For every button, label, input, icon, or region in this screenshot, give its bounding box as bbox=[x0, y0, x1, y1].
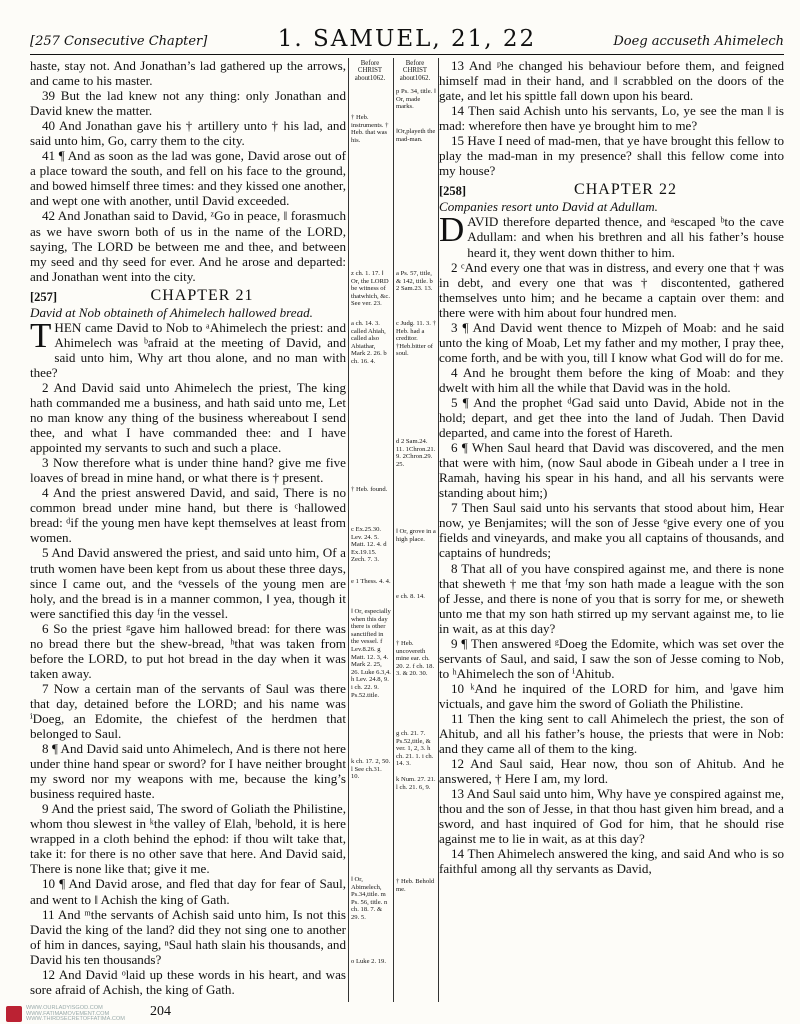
verse: 3 Now therefore what is under thine hand? give me five loaves of bread in mine hand, or what there is † present. bbox=[30, 455, 346, 486]
verse: 11 And ᵐthe servants of Achish said unto him, Is not this David the king of the land? did they not sing one to another of him in dances, saying, ⁿSaul hath slain his thousands, and David his ten thousands? bbox=[30, 906, 346, 967]
verse: 11 Then the king sent to call Ahimelech the priest, the son of Ahitub, and all his father’s house, the priests that were in Nob: and they came all of them to the king. bbox=[439, 710, 784, 757]
chapter-first-verse bbox=[439, 210, 784, 260]
chapter-number: [257] bbox=[30, 289, 58, 304]
margin-note: c Judg. 11. 3. † Heb. had a creditor. †Heb.bitter of soul. bbox=[396, 320, 436, 358]
verse: 6 So the priest ᵍgave him hallowed bread: for there was no bread there but the shew-bread, ʰthat was taken from before the LORD, to put hot bread in the day when it was taken away. bbox=[30, 620, 346, 681]
chapter-summary: Companies resort unto David at Adullam. bbox=[439, 199, 658, 215]
left-column bbox=[30, 58, 346, 1002]
verse: 12 And David ᵒlaid up these words in his heart, and was sore afraid of Achish, the king of Gath. bbox=[30, 966, 346, 997]
verse: 8 ¶ And David said unto Ahimelech, And is there not here under thine hand spear or sword? for I have neither brought my sword nor my weapons with me, because the king’s business required haste. bbox=[30, 741, 346, 802]
margin-note: † Heb. uncovereth mine ear. ch. 20. 2. f ch. 18. 3. & 20. 30. bbox=[396, 640, 435, 678]
verse: 3 ¶ And David went thence to Mizpeh of Moab: and he said unto the king of Moab, Let my father and my mother, I pray thee, come forth, and be with you, till I know what God will do for me. bbox=[439, 319, 784, 365]
margin-note: c Ex.25.30. Lev. 24. 5. Matt. 12. 4. d Ex.19.15. Zech. 7. 3. bbox=[351, 526, 387, 564]
margin-note: k Num. 27. 21. l ch. 21. 6, 9. bbox=[396, 776, 436, 791]
margin-note: d 2 Sam.24. 11. 1Chron.21. 9. 2Chron.29. 25. bbox=[396, 438, 436, 468]
header-chapter-count: [257 Consecutive Chapter] bbox=[30, 34, 208, 49]
margin-note: ‖ Or, Abimelech, Ps.34,title. m Ps. 56, title. n ch. 18. 7. & 29. 5. bbox=[351, 876, 388, 921]
verse: 10 ¶ And David arose, and fled that day for fear of Saul, and went to ‖ Achish the king of Gath. bbox=[30, 876, 346, 907]
margin-note: e ch. 8. 14. bbox=[396, 593, 425, 600]
margin-note: † Heb. instruments. † Heb. that was his. bbox=[351, 114, 389, 144]
margin-note: o Luke 2. 19. bbox=[351, 958, 386, 965]
date-heading: Before CHRIST about1062. bbox=[399, 60, 431, 82]
margin-note: z ch. 1. 17. ‖ Or, the LORD be witness of thatwhich, &c. See ver. 23. bbox=[351, 270, 391, 308]
margin-note: k ch. 17. 2, 50. l See ch.31. 10. bbox=[351, 758, 391, 781]
verse: 5 And David answered the priest, and said unto him, Of a truth women have been kept from us about these three days, since I came out, and the ᵉvessels of the young men are holy, and the bread is in a manner common, ‖ yea, though it were sanctified this day ᶠin the vessel. bbox=[30, 545, 346, 621]
drop-cap: T bbox=[30, 315, 52, 355]
drop-cap: D bbox=[439, 210, 465, 250]
verse: 42 And Jonathan said to David, ᶻGo in peace, ‖ forasmuch as we have sworn both of us in the name of the LORD, saying, The LORD be between me and thee, and between my seed and thy seed for ever. And he arose and departed: and Jonathan went into the city. bbox=[30, 208, 346, 284]
margin-note: ‖ Or, especially when this day there is other sanctified in the vessel. f Lev.8.26. g Matt. 12. 3, 4. Mark 2. 25, 26. Luke 6.3,4. h Lev. 24.8, 9. i ch. 22. 9. Ps.52.title. bbox=[351, 608, 391, 699]
chapter-number: [258] bbox=[439, 184, 467, 199]
chapter-title: CHAPTER 21 bbox=[150, 286, 254, 304]
verse: 39 But the lad knew not any thing: only Jonathan and David knew the matter. bbox=[30, 88, 346, 119]
verse: 2 ᶜAnd every one that was in distress, and every one that † was in debt, and every one that was † discontented, gathered themselves unto him; and he became a captain over them: and there were with him about four hundred men. bbox=[439, 259, 784, 320]
margin-note: ‖ Or, grove in a high place. bbox=[396, 528, 436, 543]
footer-url[interactable]: WWW.FATIMAMOVEMENT.COM bbox=[26, 1010, 110, 1017]
margin-note: e 1 Thess. 4. 4. bbox=[351, 578, 391, 585]
verse: 6 ¶ When Saul heard that David was discovered, and the men that were with him, (now Saul abode in Gibeah under a ‖ tree in Ramah, having his spear in his hand, and all his servants were standing about him;) bbox=[439, 440, 784, 501]
verse: 41 ¶ And as soon as the lad was gone, David arose out of a place toward the south, and fell on his face to the ground, and bowed himself three times: and they kissed one another, and wept one with another, until David exceeded. bbox=[30, 148, 346, 209]
publisher-logo-icon bbox=[6, 1006, 22, 1022]
verse: 10 ᵏAnd he inquired of the LORD for him, and ˡgave him victuals, and gave him the sword of Goliath the Philistine. bbox=[439, 680, 784, 711]
page-footer bbox=[6, 1006, 306, 1022]
page-title: 1. SAMUEL, 21, 22 bbox=[277, 26, 537, 52]
page-header bbox=[30, 26, 784, 55]
margin-references-right bbox=[393, 58, 439, 1002]
verse: 9 ¶ Then answered ᵍDoeg the Edomite, which was set over the servants of Saul, and said, I saw the son of Jesse coming to Nob, to ʰAhimelech the son of ⁱAhitub. bbox=[439, 635, 784, 681]
verse: 2 And David said unto Ahimelech the priest, The king hath commanded me a business, and hath said unto me, Let no man know any thing of the business whereabout I send thee, and what I have commanded thee: and I have appointed my servants to such and such a place. bbox=[30, 379, 346, 456]
verse: 14 Then Ahimelech answered the king, and said And who is so faithful among all thy servants as David, bbox=[439, 846, 784, 877]
footer-urls bbox=[26, 1006, 125, 1023]
verse: 4 And he brought them before the king of Moab: and they dwelt with him all the while that David was in the hold. bbox=[439, 364, 784, 395]
first-verse-text: AVID therefore departed thence, and ᵃescaped ᵇto the cave Adullam: and when his brethren and all his father’s house heard it, they went down thither to him. bbox=[467, 214, 784, 260]
verse: 8 That all of you have conspired against me, and there is none that sheweth † me that ᶠmy son hath made a league with the son of Jesse, and there is none of you that is sorry for me, or sheweth unto me that my son hath stirred up my servant against me, to lie in wait, as at this day? bbox=[439, 560, 784, 636]
header-topic: Doeg accuseth Ahimelech bbox=[613, 34, 784, 49]
chapter-title: CHAPTER 22 bbox=[574, 181, 677, 199]
verse: 7 Now a certain man of the servants of Saul was there that day, detained before the LORD; and his name was ⁱDoeg, an Edomite, the chiefest of the herdmen that belonged to Saul. bbox=[30, 680, 346, 742]
verse: 7 Then Saul said unto his servants that stood about him, Hear now, ye Benjamites; will the son of Jesse ᵉgive every one of you fields and vineyards, and make you all captains of thousands, and captains of hundreds; bbox=[439, 500, 784, 561]
margin-note: g ch. 21. 7. Ps.52,title, & ver. 1, 2, 3. h ch. 21. 1. i ch. 14. 3. bbox=[396, 730, 434, 768]
margin-references-left bbox=[348, 58, 393, 1002]
right-column bbox=[439, 58, 784, 1002]
date-heading: Before CHRIST about1062. bbox=[354, 60, 386, 82]
chapter-first-verse bbox=[30, 315, 346, 380]
page-number: 204 bbox=[150, 1004, 171, 1019]
verse: haste, stay not. And Jonathan’s lad gathered up the arrows, and came to his master. bbox=[30, 58, 346, 89]
chapter-heading bbox=[30, 287, 346, 305]
verse: 13 And Saul said unto him, Why have ye conspired against me, thou and the son of Jesse, in that thou hast given him bread, and a sword, and hast inquired of God for him, that he should rise against me to lie in wait, as at this day? bbox=[439, 786, 784, 847]
margin-note: † Heb. found. bbox=[351, 486, 388, 493]
verse: 4 And the priest answered David, and said, There is no common bread under mine hand, but there is ᶜhallowed bread: ᵈif the young men have kept themselves at least from women. bbox=[30, 485, 346, 546]
margin-note: a ch. 14. 3. called Ahiah, called also Abiathar, Mark 2. 26. b ch. 16. 4. bbox=[351, 320, 387, 365]
verse: 13 And ᵖhe changed his behaviour before them, and feigned himself mad in their hand, and ‖ scrabbled on the doors of the gate, and let his spittle fall down upon his beard. bbox=[439, 58, 784, 104]
footer-url[interactable]: WWW.OURLADYISGOD.COM bbox=[26, 1005, 103, 1011]
verse: 5 ¶ And the prophet ᵈGad said unto David, Abide not in the hold; depart, and get thee into the land of Judah. Then David departed, and came into the forest of Hareth. bbox=[439, 394, 784, 441]
margin-note: p Ps. 34, title. ‖ Or, made marks. bbox=[396, 88, 436, 111]
verse: 12 And Saul said, Hear now, thou son of Ahitub. And he answered, † Here I am, my lord. bbox=[439, 756, 784, 787]
verse: 15 Have I need of mad-men, that ye have brought this fellow to play the mad-man in my presence? shall this fellow come into my house? bbox=[439, 133, 784, 179]
verse: 9 And the priest said, The sword of Goliath the Philistine, whom thou slewest in ᵏthe valley of Elah, ˡbehold, it is here wrapped in a cloth behind the ephod: if thou wilt take that, take it: for there is no other save that here. And David said, There is none like that; give it me. bbox=[30, 801, 346, 877]
verse: 14 Then said Achish unto his servants, Lo, ye see the man ‖ is mad: wherefore then have ye brought him to me? bbox=[439, 103, 784, 134]
first-verse-text: HEN came David to Nob to ᵃAhimelech the priest: and Ahimelech was ᵇafraid at the meeting of David, and said unto him, Why art thou alone, and no man with thee? bbox=[30, 319, 346, 380]
margin-note: ‖Or,playeth the mad-man. bbox=[396, 128, 436, 143]
chapter-summary: David at Nob obtaineth of Ahimelech hallowed bread. bbox=[30, 304, 313, 320]
margin-note: a Ps. 57, title, & 142, title. b 2 Sam.23. 13. bbox=[396, 270, 433, 293]
footer-url[interactable]: WWW.THIRDSECRETOFFATIMA.COM bbox=[26, 1016, 125, 1023]
verse: 40 And Jonathan gave his † artillery unto † his lad, and said unto him, Go, carry them to the city. bbox=[30, 118, 346, 149]
margin-note: † Heb. Behold me. bbox=[396, 878, 435, 893]
chapter-heading bbox=[439, 181, 784, 199]
